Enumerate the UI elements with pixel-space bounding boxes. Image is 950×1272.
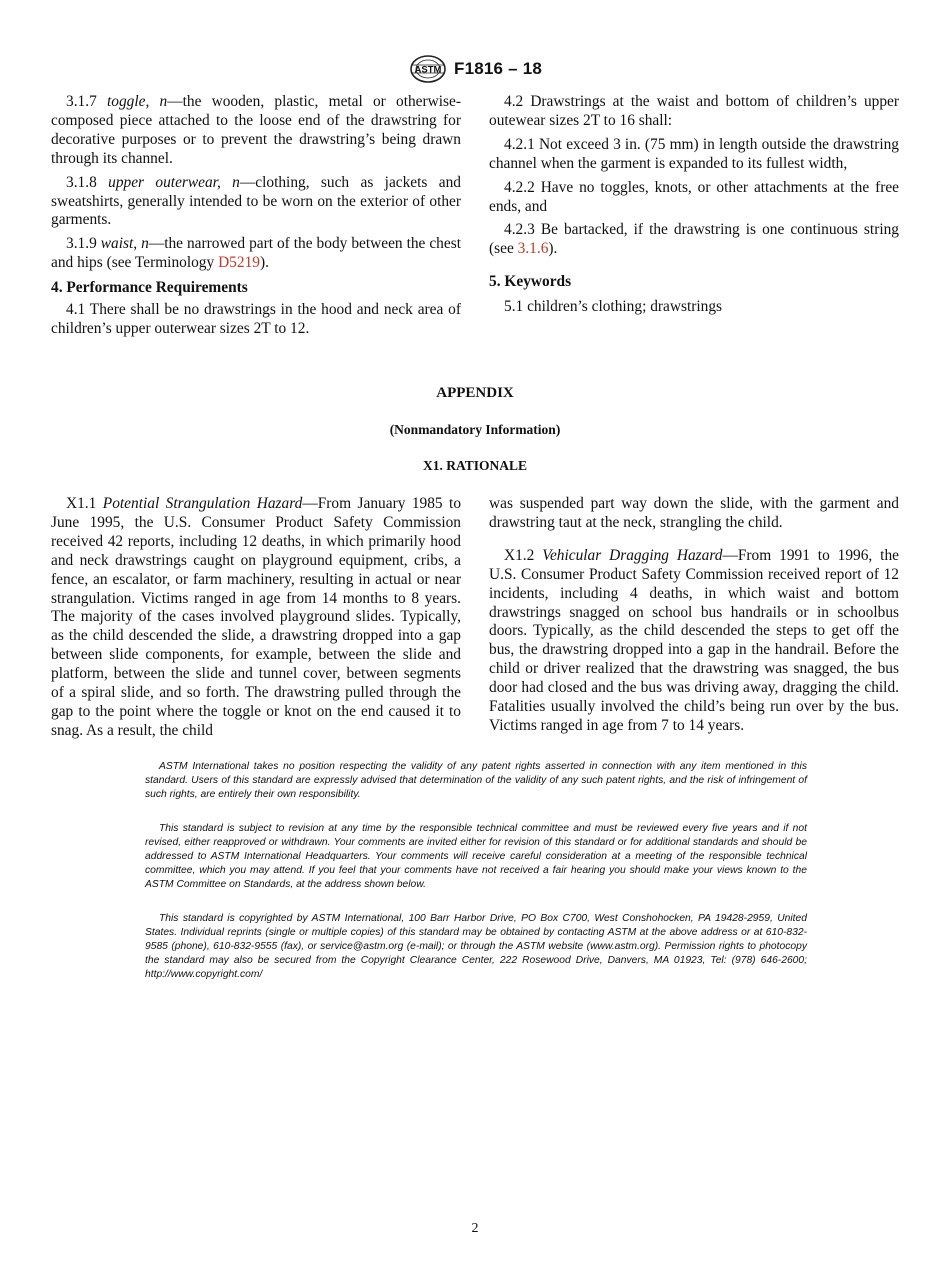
paragraph-x1-2: X1.2 Vehicular Dragging Hazard—From 1991 to 1996, the U.S. Consumer Product Safety Commission received report of 12 incidents, including 4 deaths, in which waist and bottom drawstrings snagged on school bus handrails or in schoolbus doors. Typically, as the child descended the steps to get off the bus, the drawstring dropped into a gap in the handrail. Before the child or driver realized that the drawstring was snagged, the bus door had closed and the bus was driving away, dragging the child. Fatalities usually involved the child’s being run over by the bus. Victims ranged in age from 7 to 14 years.	[489, 546, 899, 734]
reference-3-1-6-link[interactable]: 3.1.6	[517, 240, 549, 258]
paragraph-5-1: 5.1 children’s clothing; drawstrings	[504, 298, 723, 316]
patent-notice: ASTM International takes no position respecting the validity of any patent rights asserted in connection with any item mentioned in this standard. Users of this standard are expressly advised that determination of the validity of any such patent rights, and the risk of infringement of such rights, are entirely their own responsibility.	[145, 761, 807, 800]
paragraph-4-2: 4.2 Drawstrings at the waist and bottom of children’s upper outewear sizes 2T to 16 shall:	[489, 93, 899, 129]
paragraph-4-2-1: 4.2.1 Not exceed 3 in. (75 mm) in length outside the drawstring channel when the garment is expanded to its fullest width,	[489, 135, 899, 172]
rationale-section-title: X1. RATIONALE	[422, 458, 527, 473]
paragraph-3-1-9: 3.1.9 waist, n—the narrowed part of the body between the chest and hips (see Terminology D5219).	[51, 235, 461, 272]
rationale-right-column	[489, 495, 899, 741]
paragraph-4-1: 4.1 There shall be no drawstrings in the hood and neck area of children’s upper outerwear sizes 2T to 12.	[51, 301, 461, 337]
section-5-heading: 5. Keywords	[489, 273, 572, 291]
paragraph-4-2-3: 4.2.3 Be bartacked, if the drawstring is one continuous string (see 3.1.6).	[489, 221, 899, 258]
reference-d5219-link[interactable]: D5219	[218, 254, 260, 272]
astm-logo-icon	[408, 54, 448, 84]
top-right-column	[489, 93, 899, 322]
paragraph-x1-1-continued: was suspended part way down the slide, with the garment and drawstring taut at the neck, strangling the child.	[489, 495, 899, 531]
copyright-notice: This standard is copyrighted by ASTM International, 100 Barr Harbor Drive, PO Box C700, West Conshohocken, PA 19428-2959, United States. Individual reprints (single or multiple copies) of this standard may be obtained by contacting ASTM at the above address or at 610-832-9585 (phone), 610-832-9555 (fax), or service@astm.org (e-mail); or through the ASTM website (www.astm.org). Permission rights to photocopy the standard may also be secured from the Copyright Clearance Center, 222 Rosewood Drive, Danvers, MA 01923, Tel: (978) 646-2600; http://www.copyright.com/	[145, 913, 807, 980]
paragraph-4-2-2: 4.2.2 Have no toggles, knots, or other attachments at the free ends, and	[489, 178, 899, 215]
paragraph-x1-1: X1.1 Potential Strangulation Hazard—From January 1985 to June 1995, the U.S. Consumer Product Safety Commission received 42 reports, including 12 deaths, in which primarily hood and neck drawstrings caught on playground equipment, cribs, a fence, an escalator, or farm machinery, resulting in actual or near strangulation. Victims ranged in age from 14 months to 8 years. The majority of the cases involved playground slides. Typically, as the child descended the slide, a drawstring dropped into a gap between slide components, for example, between the slide and platform, between the slide and tunnel cover, between segments of a spiral slide, and so forth. The drawstring pulled through the gap to the point where the toggle or knot on the end caused it to snag. As a result, the child	[51, 495, 462, 739]
legal-notices	[145, 760, 807, 1002]
appendix-title: APPENDIX	[436, 385, 514, 401]
top-left-column	[51, 93, 461, 344]
astm-logo-text: ASTM	[414, 64, 442, 76]
section-4-heading: 4. Performance Requirements	[51, 279, 248, 297]
revision-notice: This standard is subject to revision at any time by the responsible technical committee and must be reviewed every five years and if not revised, either reapproved or withdrawn. Your comments are invited either for revision of this standard or for additional standards and should be addressed to ASTM International Headquarters. Your comments will receive careful consideration at a meeting of the responsible technical committee, which you may attend. If you feel that your comments have not received a fair hearing you should make your views known to the ASTM Committee on Standards, at the address shown below.	[145, 823, 807, 890]
page-header	[0, 54, 950, 84]
rationale-left-column	[51, 495, 461, 746]
standard-designation: F1816 – 18	[453, 59, 542, 78]
appendix-subtitle: (Nonmandatory Information)	[389, 422, 561, 437]
page-number: 2	[471, 1221, 479, 1236]
paragraph-3-1-8: 3.1.8 upper outerwear, n—clothing, such as jackets and sweatshirts, generally intended to be worn on the exterior of other garments.	[51, 173, 461, 229]
paragraph-3-1-7: 3.1.7 toggle, n—the wooden, plastic, metal or otherwise-composed piece attached to the loose end of the drawstring for decorative purposes or to prevent the drawstring’s being drawn through its channel.	[51, 93, 461, 167]
